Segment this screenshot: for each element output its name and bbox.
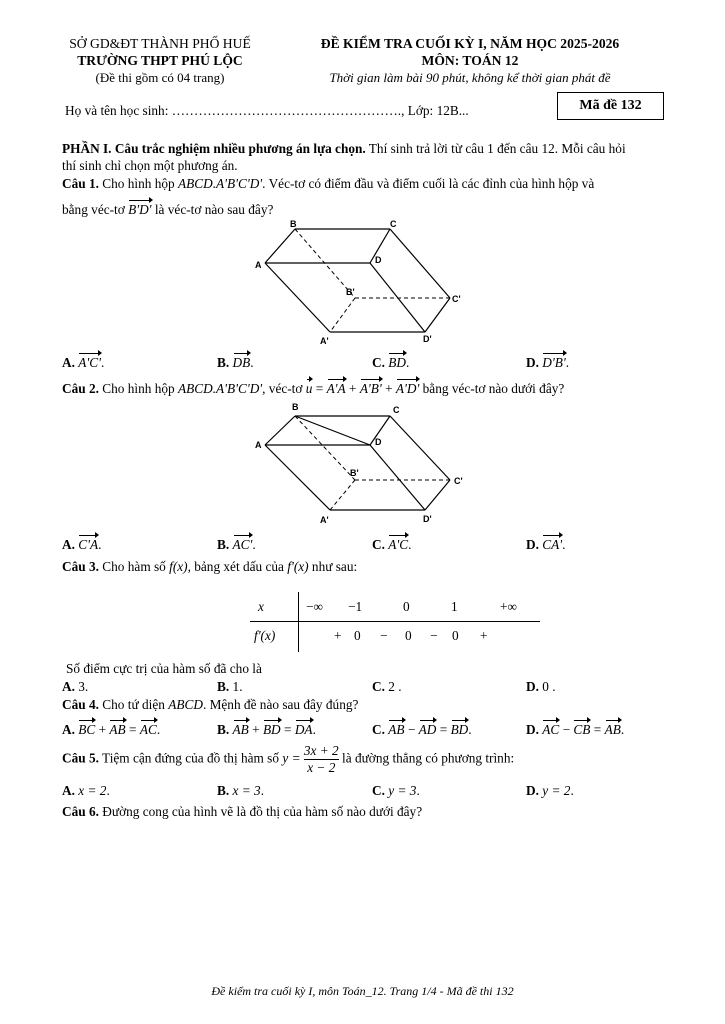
q5-fraction: $\frac{3x + 2}{x - 2}$: [303, 743, 339, 775]
q4-option-d[interactable]: D. AC − CB = AB.: [526, 722, 625, 737]
fig1-label-B: B: [290, 219, 297, 229]
q2-option-c[interactable]: C. A'C.: [372, 537, 412, 552]
q5-option-c[interactable]: C. y = 3.: [372, 783, 420, 798]
part1-instr: Thí sinh trả lời từ câu 1 đến câu 12. Mỗi câu hỏi: [365, 141, 626, 156]
q1-option-d[interactable]: D. D'B'.: [526, 355, 570, 370]
fig2-label-A1: A': [320, 515, 329, 525]
q3-option-b[interactable]: B. 1.: [217, 679, 243, 694]
q1-option-c[interactable]: C. BD.: [372, 355, 410, 370]
q5-stem: Câu 5. Tiệm cận đứng của đồ thị hàm số y = $\frac{3x + 2}{x - 2}$ là đường thẳng có phương trình:: [62, 743, 515, 775]
q1-vector: B'D': [128, 202, 152, 217]
q1-stem-line1: Câu 1. Cho hình hộp ABCD.A'B'C'D'. Véc-tơ có điểm đầu và điểm cuối là các đỉnh của hình hộp và: [62, 176, 595, 191]
sign-table-s-5: −: [430, 628, 438, 643]
fig1-label-B1: B': [346, 287, 355, 297]
part1-title: PHẦN I. Câu trắc nghiệm nhiều phương án lựa chọn.: [62, 141, 366, 156]
page-footer: Đề kiểm tra cuối kỳ I, môn Toán_12. Trang 1/4 - Mã đề thi 132: [211, 984, 514, 998]
q2-option-a[interactable]: A. C'A.: [62, 537, 102, 552]
q4-option-c[interactable]: C. AB − AD = BD.: [372, 722, 472, 737]
q2-option-d[interactable]: D. CA'.: [526, 537, 566, 552]
q1-stem-line2: bằng véc-tơ B'D' là véc-tơ nào sau đây?: [62, 202, 274, 217]
fig2-label-B: B: [292, 402, 299, 412]
fig2-label-C: C: [393, 405, 400, 415]
part1-instr2: thí sinh chỉ chọn một phương án.: [62, 158, 238, 173]
q5-label: Câu 5.: [62, 750, 99, 766]
time-note: Thời gian làm bài 90 phút, không kể thời gian phát đề: [329, 70, 611, 85]
sign-table-s-3: −: [380, 628, 388, 643]
q2-stem: Câu 2. Cho hình hộp ABCD.A'B'C'D', véc-tơ u = A'A + A'B' + A'D' bằng véc-tơ nào dưới đây?: [62, 381, 565, 396]
school-name: TRƯỜNG THPT PHÚ LỘC: [77, 53, 243, 68]
fig1-label-D1: D': [423, 334, 432, 344]
parallelepiped-figure-2: [250, 400, 470, 528]
fig2-label-D1: D': [423, 514, 432, 524]
q4-label: Câu 4.: [62, 697, 99, 712]
q4-option-a[interactable]: A. BC + AB = AC.: [62, 722, 161, 737]
q3-option-d[interactable]: D. 0 .: [526, 679, 556, 694]
q2-option-b[interactable]: B. AC'.: [217, 537, 256, 552]
fig1-label-C: C: [390, 219, 397, 229]
q6-label: Câu 6.: [62, 804, 99, 819]
q4-option-b[interactable]: B. AB + BD = DA.: [217, 722, 316, 737]
fig2-label-C1: C': [454, 476, 463, 486]
sign-table-x-1: −∞: [306, 599, 323, 614]
q3-question: Số điểm cực trị của hàm số đã cho là: [66, 661, 262, 676]
q5-option-a[interactable]: A. x = 2.: [62, 783, 110, 798]
dept-name: SỞ GD&ĐT THÀNH PHỐ HUẾ: [69, 36, 251, 51]
q3-stem: Câu 3. Cho hàm số f(x), bảng xét dấu của f'(x) như sau:: [62, 559, 358, 574]
sign-table-s-4: 0: [405, 628, 412, 643]
part1-intro: [62, 141, 626, 157]
student-info-line: Họ và tên học sinh: ……………………………………………., Lớp: 12B...: [65, 103, 469, 118]
q3-label: Câu 3.: [62, 559, 99, 574]
fig2-label-D: D: [375, 437, 382, 447]
fig1-label-C1: C': [452, 294, 461, 304]
q1-option-a[interactable]: A. A'C'.: [62, 355, 105, 370]
q4-stem: Câu 4. Cho tứ diện ABCD. Mệnh đề nào sau đây đúng?: [62, 697, 359, 712]
fig2-label-B1: B': [350, 468, 359, 478]
fig2-label-A: A: [255, 440, 262, 450]
subject: MÔN: TOÁN 12: [421, 53, 519, 68]
fig1-label-A1: A': [320, 336, 329, 346]
q3-option-a[interactable]: A. 3.: [62, 679, 89, 694]
q5-option-b[interactable]: B. x = 3.: [217, 783, 265, 798]
q1-label: Câu 1.: [62, 176, 99, 191]
fig1-label-D: D: [375, 255, 382, 265]
q3-option-c[interactable]: C. 2 .: [372, 679, 402, 694]
q5-option-d[interactable]: D. y = 2.: [526, 783, 574, 798]
parallelepiped-figure-1: [250, 218, 470, 346]
sign-table-x-4: 1: [451, 599, 458, 614]
sign-chart-table: [250, 592, 540, 652]
fig1-label-A: A: [255, 260, 262, 270]
sign-table-s-1: +: [334, 628, 342, 643]
sign-table-s-6: 0: [452, 628, 459, 643]
sign-table-x-5: +∞: [500, 599, 517, 614]
q2-label: Câu 2.: [62, 381, 99, 396]
q1-option-b[interactable]: B. DB.: [217, 355, 254, 370]
sign-table-s-7: +: [480, 628, 488, 643]
sign-table-fp-head: f'(x): [254, 628, 276, 643]
exam-title: ĐỀ KIỂM TRA CUỐI KỲ I, NĂM HỌC 2025-2026: [320, 36, 620, 51]
sign-table-x-2: −1: [348, 599, 363, 614]
pages-note: (Đề thi gồm có 04 trang): [95, 70, 225, 85]
sign-table-s-2: 0: [354, 628, 361, 643]
q6-stem: Câu 6. Đường cong của hình vẽ là đồ thị của hàm số nào dưới đây?: [62, 804, 423, 819]
sign-table-x-3: 0: [403, 599, 410, 614]
sign-table-x-head: x: [258, 599, 264, 614]
exam-code-box: Mã đề 132: [557, 92, 664, 120]
